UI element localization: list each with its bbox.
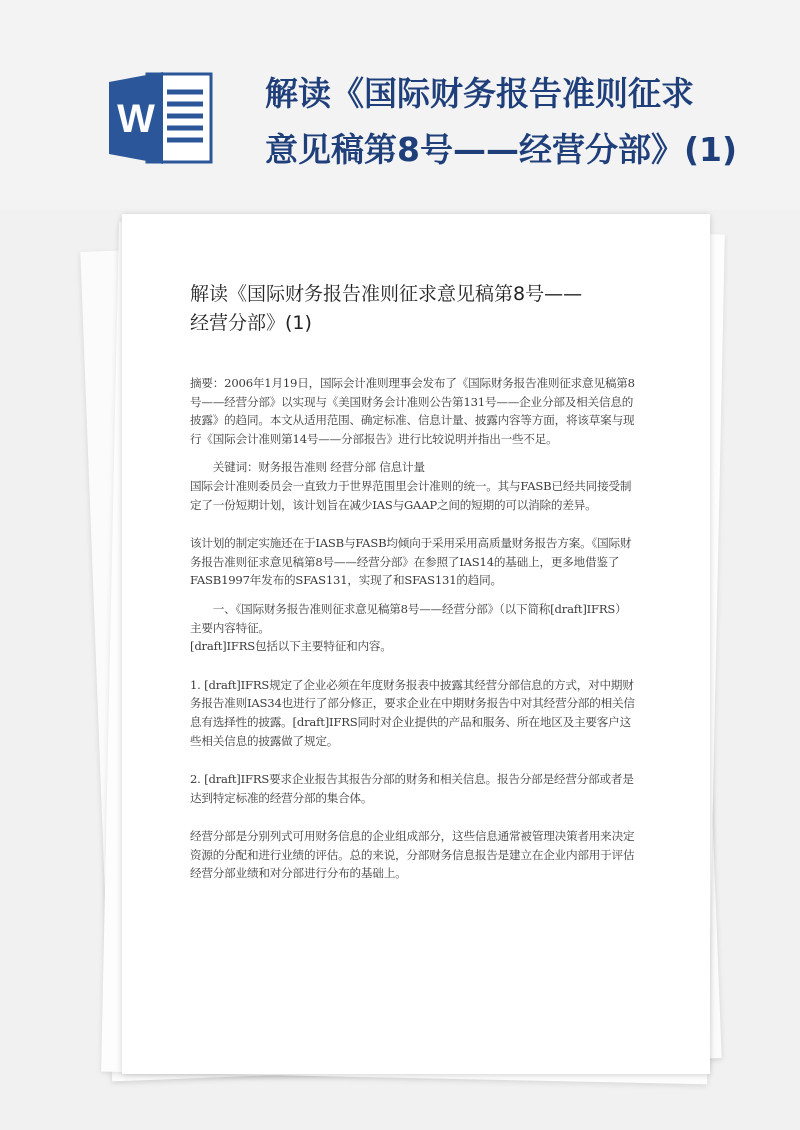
document-title-line2: 意见稿第8号——经营分部》(1) xyxy=(265,130,738,169)
body-paragraph: 国际会计准则委员会一直致力于世界范围里会计准则的统一。其与FASB已经共同接受制定了一份短期计划，该计划旨在减少IAS与GAAP之间的短期的可以消除的差异。 xyxy=(190,478,632,512)
document-title xyxy=(265,66,785,178)
page-content xyxy=(190,280,635,883)
body-paragraph: 该计划的制定实施还在于IASB与FASB均倾向于采用采用高质量财务报告方案。《国际财务报告准则征求意见稿第8号——经营分部》在参照了IAS14的基础上，更多地借鉴了FASB1997年发布的SFAS131，实现了和SFAS131的趋同。 xyxy=(190,536,632,588)
body-paragraph: 经营分部是分别列式可用财务信息的企业组成部分，这些信息通常被管理决策者用来决定资源的分配和进行业绩的评估。总的来说，分部财务信息报告是建立在企业内部用于评估经营分部业绩和对分部进行分布的基础上。 xyxy=(190,829,635,881)
list-item-paragraph: 2. [draft]IFRS要求企业报告其报告分部的财务和相关信息。报告分部是经营分部或者是达到特定标准的经营分部的集合体。 xyxy=(190,772,634,805)
keywords-paragraph: 关键词：财务报告准则 经营分部 信息计量 xyxy=(190,460,425,475)
word-logo-letter: W xyxy=(117,97,155,141)
body-paragraph: [draft]IFRS包括以下主要特征和内容。 xyxy=(190,639,392,654)
list-item-paragraph: 1. [draft]IFRS规定了企业必须在年度财务报表中披露其经营分部信息的方式，对中期财务报告准则IAS34也进行了部分修正，要求企业在中期财务报告中对其经营分部的相关信息有选择性的披露。[draft]IFRS同时对企业提供的产品和服务、所在地区及主要客户这些相关信息的披露做了规定。 xyxy=(190,677,635,748)
section-heading-paragraph: 一、《国际财务报告准则征求意见稿第8号——经营分部》（以下简称[draft]IFRS）主要内容特征。 xyxy=(190,601,627,635)
page-heading xyxy=(190,280,635,338)
page-heading-line1: 解读《国际财务报告准则征求意见稿第8号—— xyxy=(190,283,583,305)
word-document-icon xyxy=(105,68,215,168)
abstract-paragraph: 摘要：2006年1月19日，国际会计准则理事会发布了《国际财务报告准则征求意见稿第8号——经营分部》以实现与《美国财务会计准则公告第131号——企业分部及相关信息的披露》的趋同。本文从适用范围、确定标准、信息计量、披露内容等方面，将该草案与现行《国际会计准则第14号——分部报告》进行比较说明并指出一些不足。 xyxy=(190,376,635,446)
document-page xyxy=(122,214,710,1074)
document-title-line1: 解读《国际财务报告准则征求 xyxy=(265,74,694,113)
page-heading-line2: 经营分部》(1) xyxy=(190,312,312,334)
